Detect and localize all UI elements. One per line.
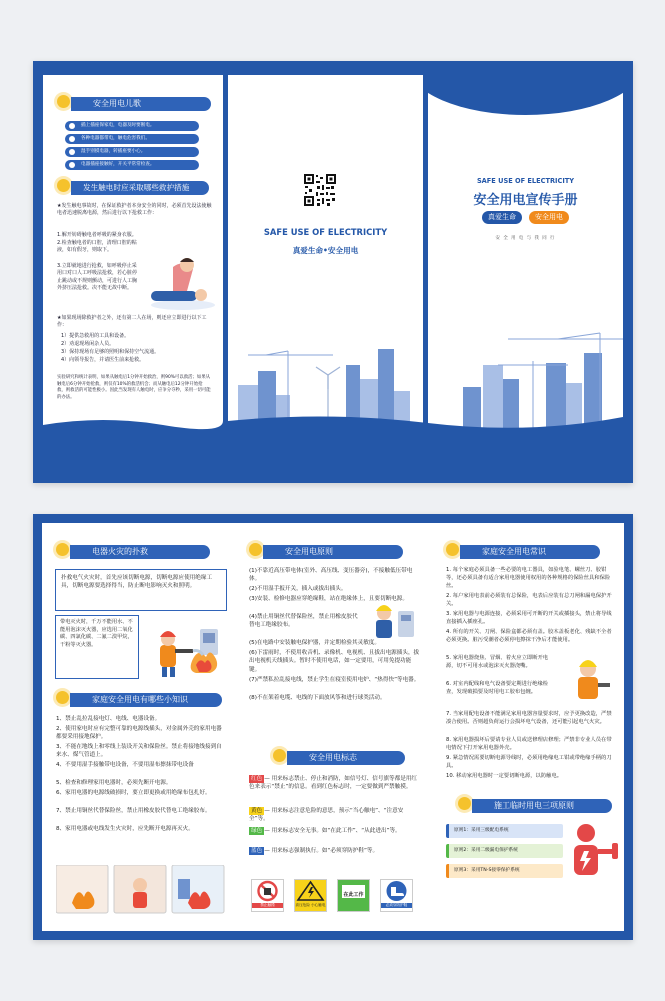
knowledge-item: 1、禁止乱拉乱接电灯、电线、电器设备。 (56, 716, 161, 722)
principle-item: (3)安装、检修电器应穿绝缘鞋，站在绝缘体上，且要切断电源。 (249, 596, 408, 602)
rescue-step: 2.检查触电者的口腔，清理口腔的粘液，如有假牙，则取下。 (57, 240, 137, 254)
common-item: 1. 每个家庭必须具备一些必要的电工器具，如验电笔、螺丝刀、胶钳等，还必须具备有适合家用电器使用权用的各种规格的保险丝具和保险丝。 (446, 567, 611, 589)
lightbulb-icon (56, 691, 69, 704)
brochure-front-sheet (33, 61, 633, 483)
principles-title: 安全用电原则 (263, 545, 403, 559)
common-item: 10. 移动家用电器时一定要切断电源，以防触电。 (446, 773, 563, 779)
lightbulb-icon (56, 543, 69, 556)
rescue-step: 3.立即就地进行抢救，如呼吸停止采用口对口人工呼吸法抢救，若心脏停止跳动或不规则颤动，可进行人工胸外挤压法抢救。决不能无故中断。 (57, 263, 138, 292)
cover-en-title: SAFE USE OF ELECTRICITY (476, 177, 575, 185)
rescue-note: 实验研究和统计表明，如果从触电后1分钟开始救治，则90%可以救活；如果从触电后6分钟开始抢救，则仅有10%的救活机会；而从触电后12分钟开始抢救，则救活的可能性极小。因此当发现有人触电时，应争分夺秒，采用一切可能的办法。 (57, 375, 211, 400)
qr-code (303, 173, 337, 207)
high-voltage-sign: 高压危险 小心触电 (294, 879, 327, 912)
no-touch-icon (252, 880, 283, 902)
lightbulb-icon (273, 749, 286, 762)
principle-item: (4)禁止用铜丝代替保险丝，禁止用橡皮胶代替电工绝缘胶布。 (249, 614, 358, 629)
high-voltage-icon (295, 880, 326, 902)
header-wave (428, 75, 623, 115)
rescue-extra: ★如果现场除救护者之外，还有第二人在场，则还应立即进行以下工作： (57, 315, 207, 329)
fire-title: 电器火灾的扑救 (70, 545, 210, 559)
protective-shoe-icon (381, 880, 412, 902)
principle-item: (8)不在架着电缆、电线的下面放风筝和进行球类活动。 (249, 695, 386, 701)
city-skyline-illustration (228, 331, 623, 435)
back-white-area (42, 523, 624, 931)
fire-scene-illustrations (56, 865, 226, 915)
slogan-en: SAFE USE OF ELECTRICITY (263, 227, 388, 237)
fire-warning-box: 带电灭火时，千万不能用水、不能用泡沫灭火器，应选用二氧化碳、四氯化碳、二氟二溴甲烷，干粉等灭火器。 (55, 615, 139, 679)
knowledge-title: 家庭安全用电有哪些小知识 (70, 693, 222, 707)
principle-item: (2)不用湿手扳开关，插入或拔出插头。 (249, 586, 347, 592)
common-item: 9. 紧急情况需要切断电源导线时，必须用绝缘电工钳或带绝缘手柄的刀具。 (446, 755, 612, 769)
firefighter-illustration (142, 619, 224, 679)
cover-cn-title: 安全用电宣传手册 (473, 193, 578, 208)
sign-blue: 蓝色 — 用来标志强制执行。如“必须穿防护鞋”等。 (251, 848, 379, 854)
common-item: 7. 当家用配电设备不能满足家用电器容量要求时，应予更换改造，严禁凑合使用。否则超负荷运行会损坏电气设备，还可能引起电气火灾。 (446, 711, 612, 725)
fire-text-box: 扑救电气火灾时，首先应该切断电源，切断电源应使用绝缘工具，切断电源要选择得当，防止断电影响灭火和照明。 (55, 569, 227, 611)
ditty-line: 电器插座接触好，开关平常常检查。 (65, 160, 199, 170)
sign-red: 红色 — 用来标志禁止、停止和消防，如信号灯、信号旗等都是用红色来表示“禁止”的信息。看到红色标志时，一定要做到严禁触摸。 (249, 776, 418, 791)
principle-item: (7)严禁私拉乱接电线，禁止学生在寝室使用电炉、“热得快”等电器。 (249, 677, 420, 683)
knowledge-item: 4、不要用湿手接触带电设备，不要用湿布擦抹带电设备 (56, 762, 194, 768)
lightbulb-icon (458, 797, 471, 810)
common-title: 家庭安全用电常识 (460, 545, 600, 559)
lightbulb-icon (249, 543, 262, 556)
ditty-title: 安全用电儿歌 (71, 97, 211, 111)
front-bottom-wave (43, 411, 223, 435)
principle-item: (5)在电路中安装触电保护器，并定期检验其灵敏度。 (249, 640, 380, 646)
rescue-intro: ★发生触电事故时，在保证救护者本身安全的同时，必须首先设法使触电者迅速脱离电源，然后进行以下抢救工作： (57, 203, 212, 217)
rescue-extra-step: 4）向领导报告，并请医生前来抢救。 (61, 357, 145, 363)
knowledge-item: 7、禁止用铜丝代替保险丝，禁止用橡皮胶代替电工绝缘胶布。 (56, 808, 211, 814)
common-item: 3. 家用电器与电源连接，必须采用可开断的开关或插接头，禁止将导线直接插入插座孔。 (446, 611, 612, 625)
principle-item: (1)不靠近高压带电体(室外、高压线、变压器旁)，不接触低压带电体。 (249, 568, 413, 583)
common-item: 2. 每户家用电表前必须装有总保险，电表后应装有总刀闸和漏电保护开关。 (446, 593, 612, 607)
common-item: 5. 家用电器烧焦、冒烟、着火应立即断开电源，切不可用水或泡沫灭火器浇嘴。 (446, 655, 549, 669)
rescue-step: 1.解开妨碍触电者呼吸的紧身衣服。 (57, 232, 137, 238)
worker-illustration (562, 657, 614, 707)
temp-principle-3: 原则3：采用TN-S接零保护系统 (446, 864, 563, 878)
ditty-line: 插上插座保家电，电器及时要断电。 (65, 121, 199, 131)
cpr-illustration (143, 255, 217, 313)
front-left-panel (43, 75, 223, 435)
cover-tag-life: 真爱生命 (482, 211, 522, 224)
lightbulb-icon (57, 179, 70, 192)
common-item: 4. 所有的开关、刀闸、保险盒都必须有盖。胶木盖板老化、残缺不全者必须更换。脏污受潮者必须停电擦抹干净后才能使用。 (446, 629, 612, 643)
work-here-sign: 在此工作 (337, 879, 370, 912)
sign-green: 绿色 — 用来标志安全无事。如“在此工作”、“从此进出”等。 (251, 828, 401, 834)
rescue-extra-step: 3）保持现场有足够的照明和保持空气流通。 (61, 349, 160, 355)
protective-shoe-sign: 必须穿防护鞋 (380, 879, 413, 912)
rescue-title: 发生触电时应采取哪些救护措施 (71, 181, 209, 195)
lightbulb-icon (446, 543, 459, 556)
common-item: 6. 对室内配线和电气设备要定期进行绝缘检查，发现破损要及时用电工胶布包缠。 (446, 681, 549, 695)
temp-principle-1: 原则1：采用三级配电系统 (446, 824, 563, 838)
common-item: 8. 家用电器损坏后要请专业人员或送修理店修理；严禁非专业人员在带电情况下打开家用电器外壳。 (446, 737, 612, 751)
knowledge-item: 8、家用电器或电线发生火灾时，应先断开电源再灭火。 (56, 826, 194, 832)
lightbulb-icon (57, 95, 70, 108)
ditty-line: 湿手别摸电器，转插座要小心。 (65, 147, 199, 157)
knowledge-item: 2、使用家电时应有完整可靠的电源线插头，对金属外壳的家用电器都要采用接地保护。 (56, 726, 222, 741)
rescue-extra-step: 2）劝退现场闲杂人员。 (61, 341, 115, 347)
temp-principle-2: 原则2：采用二级漏电保护系统 (446, 844, 563, 858)
no-touch-sign: 禁止触摸 (251, 879, 284, 912)
knowledge-item: 6、家用电器的电源线破损时，要立即更换或用绝缘布包扎好。 (56, 790, 211, 796)
knowledge-item: 5、检查和修理家用电器时，必须先断开电源。 (56, 780, 172, 786)
brochure-back-sheet (33, 514, 633, 940)
sign-yellow: 黄色 — 用来标志注意危险的意思，预示“当心触电”、“注意安全”等。 (249, 808, 404, 823)
knowledge-item: 3、不能在地线上和零线上装设开关和保险丝。禁止将接地线接到自来水、煤气管道上。 (56, 744, 222, 759)
electrician-illustration (364, 603, 420, 643)
electric-shock-illustration (564, 819, 620, 887)
signs-title: 安全用电标志 (287, 751, 405, 765)
cover-sub: 安 全 用 电 与 我 同 行 (495, 236, 556, 241)
rescue-extra-step: 1）提供急救用的工具和设备。 (61, 333, 130, 339)
slogan-cn: 真爱生命•安全用电 (292, 246, 359, 255)
cover-tag-safety: 安全用电 (529, 211, 569, 224)
temp-title: 施工临时用电三项原则 (472, 799, 612, 813)
principle-item: (6)下雷雨时，不使用收音机、录像机、电视机、且拔出电源插头，拔出电视机天线插头。暂时不使用电话，如一定要用，可用免提功能键。 (249, 650, 420, 673)
ditty-line: 各种电器都带电，触电危害我们。 (65, 134, 199, 144)
